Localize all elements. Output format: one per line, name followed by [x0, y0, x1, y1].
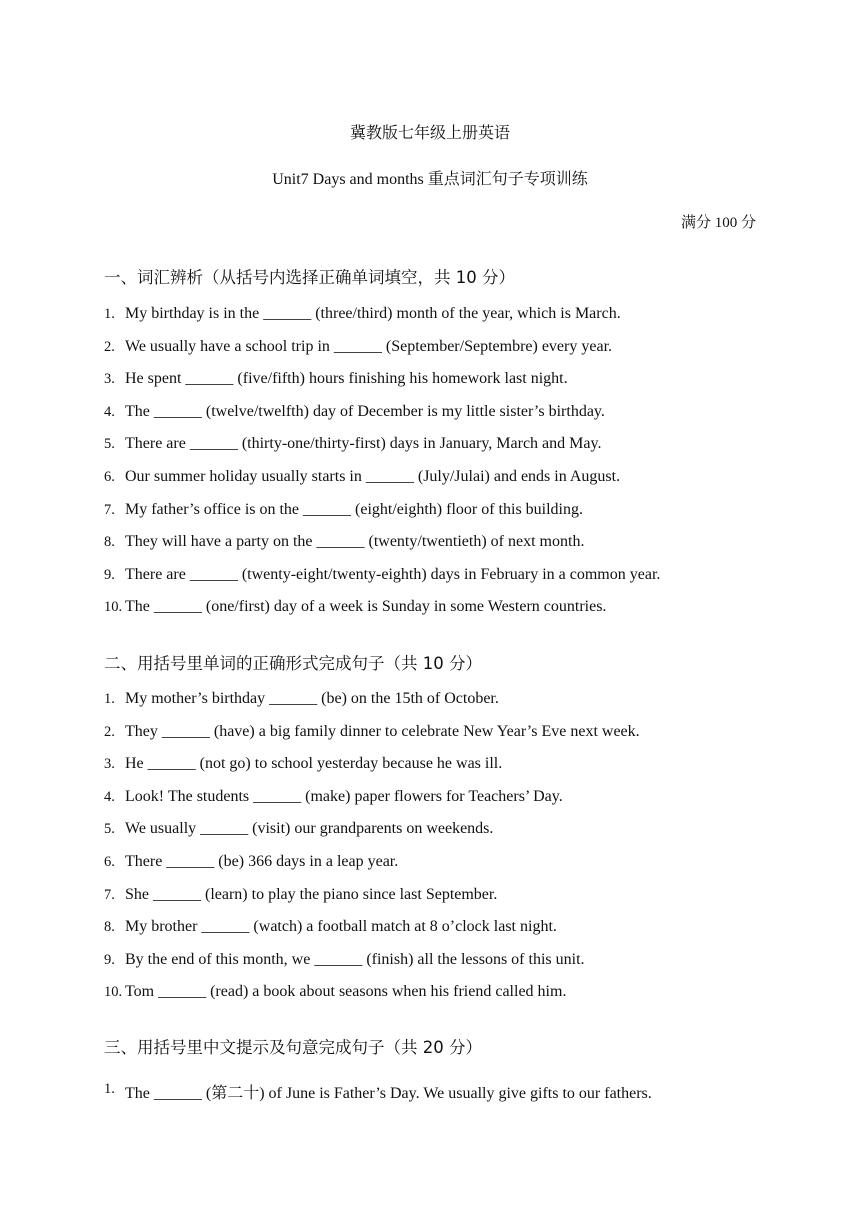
question-item	[104, 598, 784, 631]
question-text: My father’s office is on the ______ (eight/eighth) floor of this building.	[125, 500, 583, 518]
question-item	[104, 338, 784, 371]
question-item	[104, 983, 784, 1016]
question-text: We usually have a school trip in ______ (September/Septembre) every year.	[125, 337, 613, 355]
question-text: He ______ (not go) to school yesterday because he was ill.	[125, 755, 503, 773]
question-text: The ______ (one/first) day of a week is Sunday in some Western countries.	[125, 598, 607, 616]
question-number: 5.	[104, 821, 115, 838]
total-score: 满分 100 分	[680, 215, 756, 231]
question-item	[104, 468, 784, 501]
question-number: 3.	[104, 756, 115, 773]
question-text: By the end of this month, we ______ (finish) all the lessons of this unit.	[125, 950, 585, 968]
question-item	[104, 690, 784, 723]
question-item	[104, 1080, 784, 1113]
question-item	[104, 533, 784, 566]
question-number: 2.	[104, 723, 115, 740]
question-number: 4.	[104, 788, 115, 805]
section-2-heading: 二、用括号里单词的正确形式完成句子（共 10 分）	[104, 654, 482, 673]
question-number: 1.	[104, 691, 115, 707]
question-item	[104, 723, 784, 756]
question-item	[104, 755, 784, 788]
document-title: 冀教版七年级上册英语	[349, 123, 510, 142]
question-number: 10.	[104, 984, 123, 1001]
question-item	[104, 820, 784, 853]
question-number: 8.	[104, 534, 115, 551]
question-number: 3.	[104, 371, 115, 388]
question-text: Look! The students ______ (make) paper flowers for Teachers’ Day.	[125, 787, 563, 805]
question-text: They will have a party on the ______ (twenty/twentieth) of next month.	[125, 533, 585, 551]
question-text: There are ______ (twenty-eight/twenty-eighth) days in February in a common year.	[125, 565, 661, 583]
question-item	[104, 305, 784, 338]
question-text: My mother’s birthday ______ (be) on the 15th of October.	[125, 690, 499, 707]
question-text: My birthday is in the ______ (three/third) month of the year, which is March.	[125, 305, 621, 322]
document-subtitle: Unit7 Days and months 重点词汇句子专项训练	[272, 171, 588, 188]
question-text: The ______ (twelve/twelfth) day of December is my little sister’s birthday.	[125, 402, 605, 420]
question-item	[104, 788, 784, 821]
question-item	[104, 951, 784, 984]
question-number: 2.	[104, 338, 115, 355]
question-number: 9.	[104, 566, 115, 583]
section-1-questions	[104, 305, 784, 631]
question-text: The ______ (第二十) of June is Father’s Day. We usually give gifts to our fathers.	[125, 1085, 652, 1102]
question-item	[104, 435, 784, 468]
question-item	[104, 853, 784, 886]
question-item	[104, 918, 784, 951]
question-number: 10.	[104, 599, 123, 616]
question-text: There are ______ (thirty-one/thirty-first) days in January, March and May.	[125, 435, 602, 453]
question-number: 7.	[104, 886, 115, 903]
question-text: She ______ (learn) to play the piano since last September.	[125, 885, 498, 903]
question-number: 6.	[104, 468, 115, 485]
question-number: 1.	[104, 306, 115, 322]
section-3-questions	[104, 1080, 784, 1113]
question-item	[104, 403, 784, 436]
question-text: There ______ (be) 366 days in a leap year.	[125, 852, 399, 870]
question-number: 4.	[104, 403, 115, 420]
question-item	[104, 501, 784, 534]
question-number: 8.	[104, 919, 115, 936]
question-text: They ______ (have) a big family dinner to celebrate New Year’s Eve next week.	[125, 722, 640, 740]
question-number: 7.	[104, 501, 115, 518]
section-2-questions	[104, 690, 784, 1016]
question-text: My brother ______ (watch) a football match at 8 o’clock last night.	[125, 918, 557, 936]
question-item	[104, 370, 784, 403]
section-1-heading: 一、词汇辨析（从括号内选择正确单词填空，共 10 分）	[104, 268, 515, 287]
question-text: We usually ______ (visit) our grandparents on weekends.	[125, 820, 494, 838]
question-number: 9.	[104, 951, 115, 968]
question-number: 6.	[104, 853, 115, 870]
question-text: Our summer holiday usually starts in ______ (July/Julai) and ends in August.	[125, 467, 621, 485]
section-3-heading: 三、用括号里中文提示及句意完成句子（共 20 分）	[104, 1038, 482, 1057]
question-number: 5.	[104, 436, 115, 453]
question-item	[104, 566, 784, 599]
question-item	[104, 886, 784, 919]
question-number: 1.	[104, 1081, 115, 1097]
question-text: He spent ______ (five/fifth) hours finishing his homework last night.	[125, 370, 568, 388]
question-text: Tom ______ (read) a book about seasons when his friend called him.	[125, 983, 567, 1001]
